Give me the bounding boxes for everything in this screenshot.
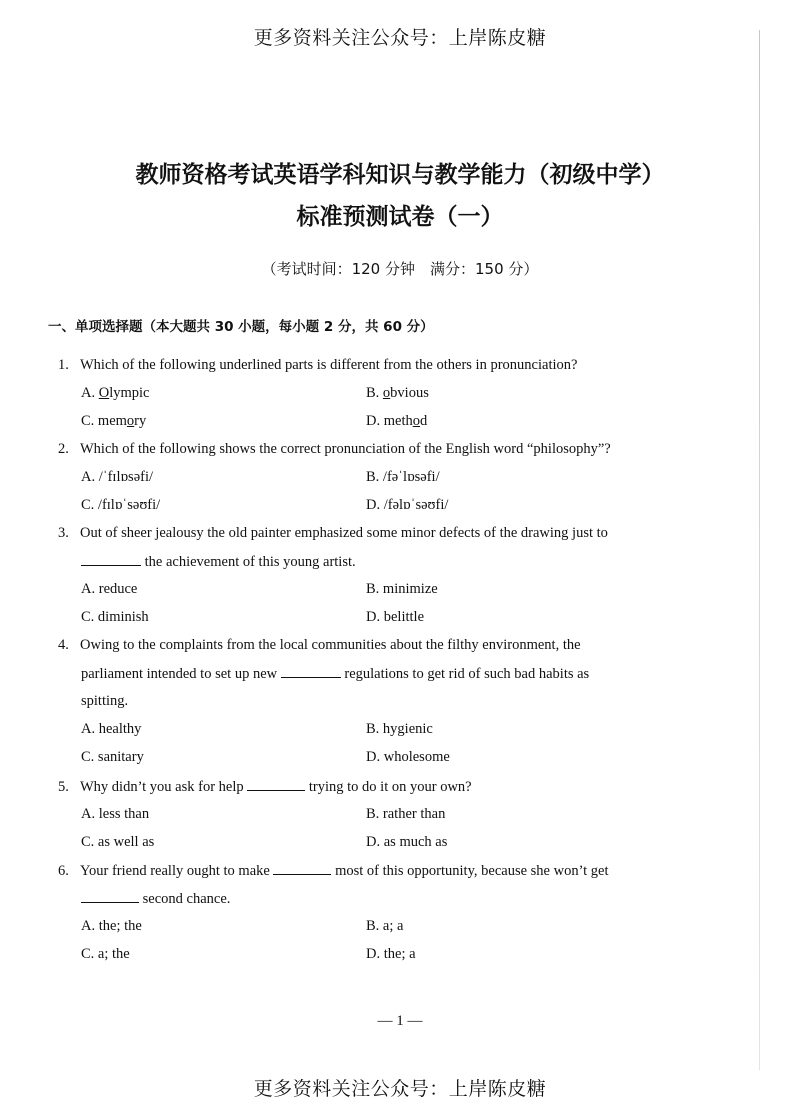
question-number: 6. [58, 863, 69, 879]
option-text: as well as [97, 834, 155, 850]
option-text-post: ry [134, 413, 147, 429]
question-text: regulations to get rid of such bad habits as [344, 666, 590, 682]
option-1c[interactable] [81, 411, 146, 431]
option-1d[interactable] [366, 411, 427, 431]
option-letter: B. [366, 918, 380, 934]
question-1 [58, 355, 577, 375]
option-text: /fəˈlɒsəfi/ [382, 469, 440, 485]
question-number: 3. [58, 525, 69, 541]
option-letter: D. [366, 413, 381, 429]
option-5c[interactable] [81, 832, 154, 852]
option-3d[interactable] [366, 607, 424, 627]
option-text: /fɪlɒˈsəʊfi/ [97, 497, 161, 513]
question-5 [58, 776, 472, 797]
option-text: a; the [97, 946, 130, 962]
question-text: second chance. [142, 891, 231, 907]
option-underlined-part: O [98, 385, 110, 401]
answer-blank [281, 663, 341, 678]
option-3b[interactable] [366, 579, 438, 599]
option-underlined-part: o [412, 413, 420, 429]
option-letter: A. [81, 385, 96, 401]
option-text: diminish [97, 609, 149, 625]
watermark-bottom: 更多资料关注公众号：上岸陈皮糖 [253, 1078, 547, 1100]
question-number: 4. [58, 637, 69, 653]
question-text: Which of the following shows the correct pronunciation of the English word “philosophy”? [80, 441, 611, 457]
option-underlined-part: o [382, 385, 391, 401]
option-underlined-part: o [126, 413, 135, 429]
question-3 [58, 523, 608, 543]
option-4d[interactable] [366, 747, 450, 767]
option-letter: A. [81, 581, 96, 597]
option-letter: A. [81, 469, 96, 485]
option-text: /fəlɒˈsəʊfi/ [383, 497, 449, 513]
question-text: Why didn’t you ask for help [80, 779, 244, 795]
question-2 [58, 439, 611, 459]
option-1a[interactable] [81, 383, 150, 403]
question-text: most of this opportunity, because she won’t get [335, 863, 609, 879]
option-text-pre: meth [383, 413, 413, 429]
question-text: parliament intended to set up new [81, 666, 278, 682]
option-text: belittle [383, 609, 424, 625]
option-6c[interactable] [81, 944, 130, 964]
question-text: Which of the following underlined parts is different from the others in pronunciation? [80, 357, 578, 373]
option-letter: C. [81, 749, 95, 765]
watermark-top: 更多资料关注公众号：上岸陈皮糖 [253, 27, 547, 49]
answer-blank [81, 551, 141, 566]
question-4-line-3: spitting. [81, 693, 129, 709]
option-letter: D. [366, 609, 381, 625]
option-4b[interactable] [366, 719, 433, 739]
option-letter: C. [81, 497, 95, 513]
option-text: healthy [98, 721, 142, 737]
option-letter: C. [81, 834, 95, 850]
question-6-line-2 [81, 888, 230, 909]
answer-blank [273, 860, 331, 875]
option-letter: D. [366, 497, 381, 513]
option-letter: B. [366, 581, 380, 597]
page-title: 教师资格考试英语学科知识与教学能力（初级中学） [135, 161, 665, 188]
option-2b[interactable] [366, 467, 440, 487]
option-5a[interactable] [81, 804, 149, 824]
option-text-post: bvious [390, 385, 429, 401]
option-letter: B. [366, 385, 380, 401]
option-letter: D. [366, 749, 381, 765]
option-5d[interactable] [366, 832, 447, 852]
question-3-line-2 [81, 551, 356, 572]
option-6d[interactable] [366, 944, 416, 964]
option-6a[interactable] [81, 916, 142, 936]
option-text: rather than [382, 806, 446, 822]
answer-blank [81, 888, 139, 903]
option-letter: C. [81, 946, 95, 962]
option-letter: B. [366, 721, 380, 737]
page-subtitle: 标准预测试卷（一） [296, 203, 504, 230]
question-6 [58, 860, 609, 881]
question-text: trying to do it on your own? [308, 779, 472, 795]
option-6b[interactable] [366, 916, 403, 936]
option-1b[interactable] [366, 383, 429, 403]
option-letter: C. [81, 609, 95, 625]
option-letter: B. [366, 806, 380, 822]
option-letter: A. [81, 806, 96, 822]
option-letter: D. [366, 834, 381, 850]
answer-blank [247, 776, 305, 791]
question-text: Out of sheer jealousy the old painter emphasized some minor defects of the drawing just to [80, 525, 608, 541]
option-letter: B. [366, 469, 380, 485]
option-3c[interactable] [81, 607, 149, 627]
question-text: Owing to the complaints from the local communities about the filthy environment, the [80, 637, 581, 653]
section-heading: 一、单项选择题（本大题共 30 小题，每小题 2 分，共 60 分） [48, 319, 434, 335]
option-text: the; a [383, 946, 416, 962]
option-text-pre: mem [97, 413, 127, 429]
option-letter: A. [81, 918, 96, 934]
option-text: the; the [98, 918, 142, 934]
option-3a[interactable] [81, 579, 137, 599]
question-4-line-2 [81, 663, 589, 684]
option-text: /ˈfɪlɒsəfi/ [98, 469, 154, 485]
option-text: sanitary [97, 749, 144, 765]
option-text: wholesome [383, 749, 450, 765]
option-text: minimize [382, 581, 438, 597]
question-number: 1. [58, 357, 69, 373]
option-letter: A. [81, 721, 96, 737]
exam-info: （考试时间：120 分钟 满分：150 分） [261, 260, 539, 278]
option-2c[interactable] [81, 495, 160, 515]
option-2d[interactable] [366, 495, 448, 515]
option-text: as much as [383, 834, 448, 850]
option-5b[interactable] [366, 804, 445, 824]
option-2a[interactable] [81, 467, 153, 487]
option-letter: D. [366, 946, 381, 962]
option-letter: C. [81, 413, 95, 429]
option-text: hygienic [382, 721, 433, 737]
option-text-post: d [419, 413, 428, 429]
question-text: the achievement of this young artist. [144, 554, 356, 570]
option-4c[interactable] [81, 747, 144, 767]
option-text-post: lympic [109, 385, 150, 401]
page-number: — 1 — [377, 1013, 423, 1029]
option-4a[interactable] [81, 719, 141, 739]
question-4 [58, 635, 581, 655]
option-text: reduce [98, 581, 138, 597]
question-number: 5. [58, 779, 69, 795]
option-text: less than [98, 806, 150, 822]
question-text: Your friend really ought to make [80, 863, 270, 879]
option-text: a; a [382, 918, 404, 934]
question-number: 2. [58, 441, 69, 457]
